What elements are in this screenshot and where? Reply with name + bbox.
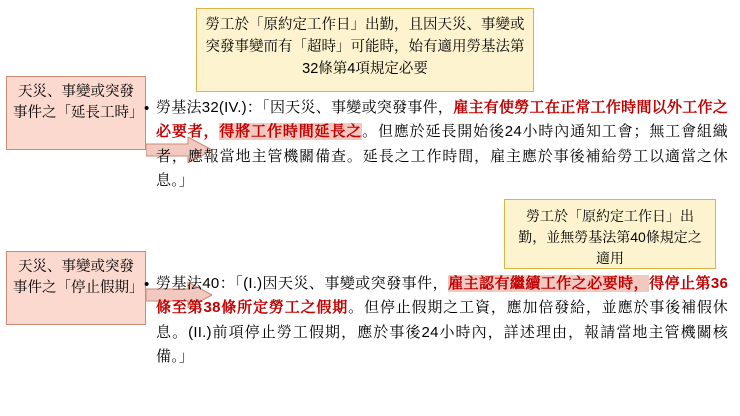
- tag-suspend-holiday: 天災、事變或突發事件之「停止假期」: [6, 251, 146, 325]
- article-40-segment-2-highlight: 雇主認有繼續工作之必要時，: [448, 275, 650, 292]
- article-32-segment-4: 。但應於延長開始後24小時內通知工會；無工會組織者，應報當地主管機關備查。延長之工作時間，雇主應於事後補給勞工以適當之休息。」: [156, 123, 728, 189]
- article-40-segment-1: 勞基法40：「(I.)因天災、事變或突發事件，: [156, 275, 449, 292]
- article-32-segment-3-highlight: 得將工作時間延長之: [219, 123, 363, 141]
- article-40-segment-4: 。但停止假期之工資，應加倍發給，並應於事後補假休息。(II.)前項停止勞工假期，應於事後24小時內，詳述理由，報請當地主管機關核備。」: [156, 299, 728, 365]
- bullet-marker: •: [144, 100, 150, 117]
- callout-top-note: 勞工於「原約定工作日」出勤，且因天災、事變或突發事變而有「超時」可能時，始有適用勞基法第32條第4項規定必要: [196, 8, 534, 92]
- tag-extended-working-hours: 天災、事變或突發事件之「延長工時」: [6, 76, 146, 150]
- callout-bottom-note: 勞工於「原約定工作日」出勤，並無勞基法第40條規定之適用: [504, 199, 716, 269]
- law-article-40-text: [156, 272, 728, 369]
- law-article-32-paragraph: [144, 96, 728, 193]
- law-article-40-paragraph: [144, 272, 728, 369]
- article-40-segment-3: 得停止第36條至第38條所定勞工之假期: [156, 275, 728, 317]
- article-32-segment-2: 雇主有使勞工在正常工作時間以外工作之必要者，: [156, 99, 728, 141]
- law-article-32-text: [156, 96, 728, 193]
- bullet-marker: •: [144, 276, 150, 293]
- article-32-segment-1: 勞基法32(IV.)：「因天災、事變或突發事件，: [156, 99, 454, 116]
